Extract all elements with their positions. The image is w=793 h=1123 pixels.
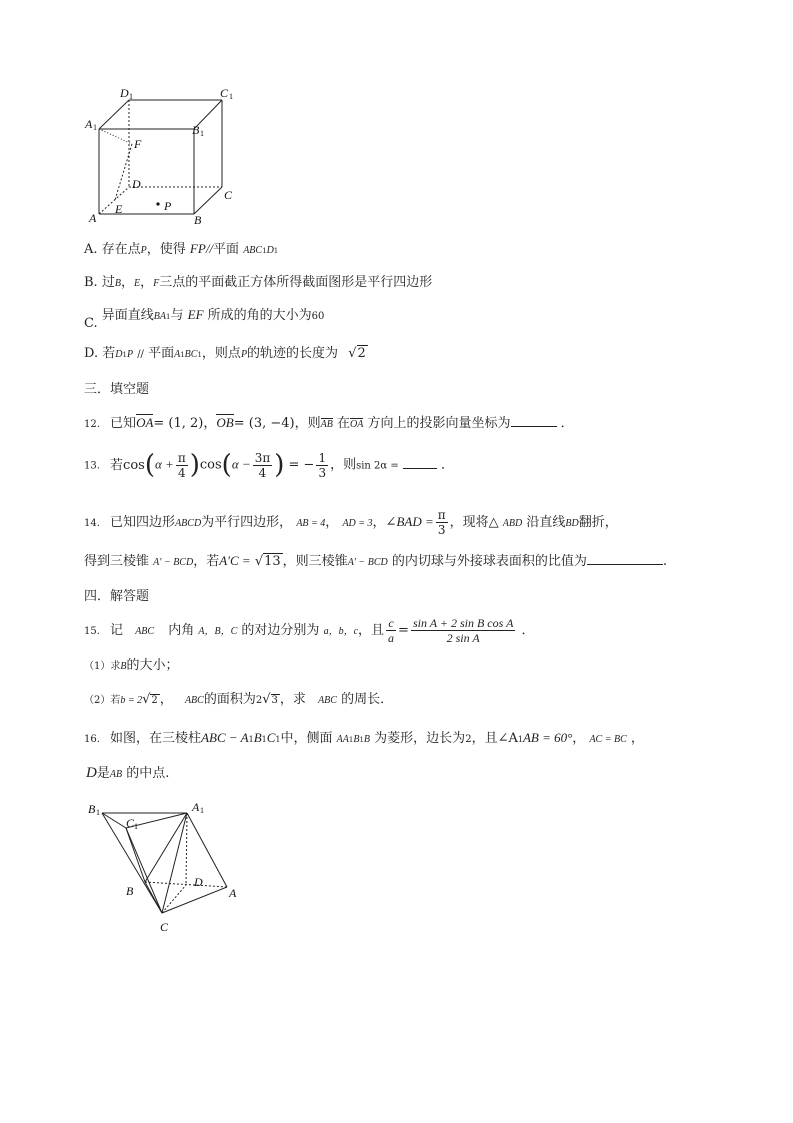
q16-face2: B: [353, 734, 360, 745]
q14-l2a: 得到三棱锥: [84, 554, 150, 569]
q12-end: ．: [560, 416, 574, 431]
q16-s3: 1: [275, 735, 281, 744]
option-a: [84, 238, 278, 257]
q12-vec-ab: AB: [320, 419, 333, 430]
option-d-plane-sub: 1: [180, 351, 185, 359]
q15-p1c: 的大小；: [126, 658, 179, 673]
q15-frac-den: a: [388, 631, 395, 645]
q13-alpha1: α +: [154, 456, 174, 472]
option-a-parallel: //: [205, 241, 214, 256]
q15-p2-abc: ABC: [184, 695, 204, 706]
q12-vec-oa: OA: [136, 415, 154, 430]
q12-t4: 方向上的投影向量坐标为: [367, 416, 511, 431]
q14-frac-den: 3: [437, 523, 446, 537]
q13-end: ．: [441, 457, 455, 473]
option-c-t3: 所成的角的大小为: [207, 308, 312, 323]
label-d: D: [132, 177, 141, 191]
option-d-sub: 1: [122, 351, 127, 359]
q15-end: ．: [521, 623, 535, 638]
question-15: [84, 616, 535, 645]
q12-ob-value: = (3, −4): [233, 416, 295, 431]
label-a1: A: [85, 117, 93, 131]
label-b: B: [194, 213, 202, 227]
option-c-ef: EF: [187, 307, 204, 322]
option-c-sub: 1: [166, 313, 171, 321]
label-d: D: [194, 875, 203, 889]
q16-t4: ，且∠A: [471, 731, 518, 746]
option-a-plane-sub: 1: [262, 247, 267, 255]
option-d-plane2: BC: [184, 349, 198, 360]
option-a-plane-word: 平面: [213, 242, 240, 257]
label-c1-sub: 1: [134, 822, 138, 831]
option-a-plane2: D: [266, 245, 274, 256]
q13-alpha2: α −: [231, 456, 251, 472]
option-b-comma1: ，: [120, 275, 134, 290]
q15-p2f: ，求: [279, 692, 306, 707]
q14-ad: AD = 3: [342, 518, 373, 529]
option-c-t2: 与: [170, 308, 184, 323]
option-c-value: 60: [311, 311, 325, 322]
q13-frac2-den: 4: [258, 465, 267, 480]
option-c-t1: 异面直线: [101, 308, 154, 323]
question-15-part1: [84, 654, 179, 673]
option-c-ba: BA: [153, 311, 166, 322]
option-b-f: F: [153, 278, 160, 289]
q14-l1d: 沿直线: [526, 515, 566, 530]
question-16-line2: [86, 762, 169, 782]
cube-figure: [82, 82, 242, 232]
option-d-parallel: //: [137, 349, 144, 360]
label-d1: D: [120, 86, 129, 100]
q12-oa-value: = (1, 2): [153, 416, 204, 431]
q13-answer-blank[interactable]: [403, 458, 437, 469]
q16-acbc: AC = BC: [589, 734, 627, 745]
label-p: P: [164, 199, 172, 213]
q13-t3: ，则: [330, 457, 357, 473]
q15-frac-num: c: [386, 616, 396, 631]
q16-s5: 1: [359, 736, 364, 744]
q14-end: .: [662, 554, 668, 569]
label-b1: B: [88, 802, 96, 816]
q15-abc: ABC: [135, 626, 155, 637]
q13-number: 13.: [84, 460, 100, 472]
label-d1-sub: 1: [129, 92, 133, 101]
q14-frac-num: π: [437, 508, 446, 522]
label-c1: C: [126, 816, 135, 830]
label-c: C: [224, 188, 233, 202]
q14-c2: ，: [372, 515, 386, 530]
option-a-plane: ABC: [243, 245, 263, 256]
question-14-line2: 得到三棱锥 A′ − BCD，若A′C = √13 ，则三棱锥A′ − BCD 的内切球与外接球表面积的比值为 .: [84, 553, 668, 569]
option-d: D. 若D1P // 平面A1BC1，则点P的轨迹的长度为 √2: [84, 346, 366, 361]
question-13: 13. 若cos(α + $\frac{\pi}{4}$ )cos(α − $\frac{3\pi}{4}$ ) = − $\frac{1}{3}$ ，则sin 2α = ．: [84, 450, 455, 480]
q15-p2d: 的面积为: [203, 692, 256, 707]
q12-vec-ob: OB: [216, 415, 234, 430]
label-a1: A: [192, 800, 200, 814]
option-b-b: B: [114, 278, 121, 289]
q16-s6: 1: [517, 735, 523, 744]
label-a: A: [229, 886, 237, 900]
q14-tet: A′ − BCD: [153, 557, 194, 568]
option-b-comma2: ，: [140, 275, 154, 290]
q13-sin: sin 2α =: [356, 460, 399, 472]
option-d-t3: ，则点: [201, 346, 241, 361]
option-a-p: P: [140, 245, 147, 256]
q14-number: 14.: [84, 518, 100, 529]
q16-s1: 1: [248, 735, 254, 744]
option-d-plane-sub2: 1: [197, 351, 202, 359]
q15-rhs-den: 2 sin A: [446, 631, 480, 645]
option-c: [84, 304, 325, 331]
q15-p1-b: B: [120, 661, 127, 672]
q16-midpoint-text: 的中点.: [126, 766, 170, 781]
q15-p2-b: b = 2: [120, 695, 143, 706]
option-d-t4: 的轨迹的长度为: [247, 346, 339, 361]
q12-t2: ，则: [294, 416, 321, 431]
label-a1-sub: 1: [93, 123, 97, 132]
label-f: F: [134, 137, 142, 151]
q16-is: 是: [96, 766, 110, 781]
q16-s2: 1: [261, 735, 267, 744]
q14-answer-blank[interactable]: [587, 554, 663, 565]
q16-number: 16.: [84, 734, 100, 745]
q16-d: D: [86, 765, 97, 781]
q13-t2: cos: [199, 457, 222, 473]
option-a-fp: FP: [189, 241, 206, 256]
option-b-tail: 三点的平面截正方体所得截面图形是平行四边形: [159, 275, 433, 290]
q15-p2-root: 2: [151, 695, 158, 706]
q12-t3: 在: [337, 416, 351, 431]
q12-t1: 已知: [110, 416, 137, 431]
question-15-part2: （2）若b = 2√2 ， ABC的面积为2√3 ，求 ABC 的周长．: [84, 692, 394, 707]
option-d-plane: A: [174, 349, 181, 360]
q15-t2: 内角: [168, 623, 195, 638]
q15-t4: ，且: [358, 623, 385, 638]
q12-number: 12.: [84, 419, 100, 430]
q15-rhs-num: sin A + 2 sin B cos A: [412, 616, 514, 630]
option-d-d: D: [115, 349, 123, 360]
q14-ac: A′C =: [219, 553, 251, 568]
q14-angle: ∠BAD =: [385, 514, 434, 529]
option-b-text: B. 过: [84, 275, 115, 290]
q13-frac3-num: 1: [318, 450, 327, 465]
q13-frac3-den: 3: [318, 465, 327, 480]
q15-t3: 的对边分别为: [241, 623, 320, 638]
point-p-dot: [156, 202, 159, 205]
q14-abd: ABD: [502, 518, 523, 529]
q12-vec-oa2: OA: [350, 419, 364, 430]
label-c1-sub: 1: [229, 92, 233, 101]
q16-t6: ，: [572, 731, 586, 746]
option-a-plane-sub2: 1: [273, 247, 279, 255]
option-c-prefix: C.: [84, 316, 98, 331]
q16-prism2: B: [253, 730, 262, 745]
question-12: 12. 已知OA= (1, 2)，OB= (3, −4)，则AB 在OA 方向上的投影向量坐标为 ．: [84, 415, 574, 431]
option-d-prefix: D. 若: [84, 346, 116, 361]
q15-p2e: 2: [255, 695, 263, 706]
q14-bd: BD: [565, 518, 579, 529]
q13-eq: = −: [288, 457, 315, 473]
q14-l2c: ，则三棱锥: [282, 554, 348, 569]
q14-l1e: 翻折，: [578, 515, 618, 530]
q13-t1: 若cos: [110, 457, 145, 473]
label-b1: B: [192, 123, 200, 137]
section-3-title: 三．填空题: [84, 382, 150, 397]
option-d-plane-word: 平面: [148, 346, 175, 361]
q14-abcd: ABCD: [175, 518, 202, 529]
q14-tet2: A′ − BCD: [347, 557, 388, 568]
question-14-line1: [84, 508, 618, 537]
q13-frac2-num: 3π: [254, 450, 271, 465]
q14-l1a: 已知四边形: [110, 515, 176, 530]
q14-l1b: 为平行四边形，: [201, 515, 293, 530]
q14-l2d: 的内切球与外接球表面积的比值为: [391, 554, 587, 569]
q16-s4: 1: [348, 736, 354, 744]
label-a1-sub: 1: [200, 806, 204, 815]
option-a-mid: ，使得: [146, 242, 186, 257]
option-b: [84, 271, 432, 290]
label-a: A: [89, 211, 97, 225]
option-d-p: P: [126, 349, 134, 360]
question-16: [84, 727, 644, 746]
q16-t7: ，: [630, 731, 644, 746]
q16-prism: ABC − A: [201, 730, 249, 745]
q16-t2: 中，侧面: [280, 731, 333, 746]
q14-ab: AB = 4: [296, 518, 326, 529]
option-d-p2: P: [240, 349, 248, 360]
q16-t3: 为菱形，边长为: [374, 731, 466, 746]
label-b1-sub: 1: [96, 808, 100, 817]
q16-face: AA: [336, 734, 349, 745]
q15-p1: （1）求: [84, 661, 121, 672]
q12-answer-blank[interactable]: [511, 416, 557, 427]
q15-eq: =: [398, 623, 409, 638]
label-b: B: [126, 884, 134, 898]
q15-angles: A，B，C: [198, 626, 238, 637]
option-d-root: 2: [357, 346, 366, 361]
q15-p2-root2: 3: [271, 695, 278, 706]
q15-p2: （2）若: [84, 695, 121, 706]
q13-frac1-num: π: [177, 450, 186, 465]
q15-p2g: 的周长．: [341, 692, 394, 707]
label-b1-sub: 1: [200, 129, 204, 138]
q16-ab: AB: [109, 769, 123, 780]
q15-sides: a，b，c: [323, 626, 359, 637]
label-c1: C: [220, 86, 229, 100]
option-a-text: A. 存在点: [84, 242, 141, 257]
q14-c1: ，: [325, 515, 339, 530]
section-4-title: 四．解答题: [84, 589, 150, 604]
q15-number: 15.: [84, 626, 100, 637]
label-e: E: [115, 202, 123, 216]
q14-l2b: ，若: [193, 554, 220, 569]
q16-prism3: C: [266, 730, 276, 745]
q16-t5: AB = 60°: [522, 730, 573, 745]
q13-frac1-den: 4: [177, 465, 186, 480]
q15-p2c: ，: [159, 692, 173, 707]
prism-figure: [82, 795, 252, 940]
q14-l1c: ，现将△: [449, 515, 499, 530]
q16-length: 2: [465, 734, 472, 745]
label-c: C: [160, 920, 169, 934]
option-b-e: E: [133, 278, 141, 289]
q15-t1: 记: [110, 623, 124, 638]
q16-face3: B: [363, 734, 371, 745]
q16-t1: 如图，在三棱柱: [110, 731, 202, 746]
q15-p2-abc2: ABC: [318, 695, 337, 706]
q14-root: 13: [264, 554, 281, 569]
